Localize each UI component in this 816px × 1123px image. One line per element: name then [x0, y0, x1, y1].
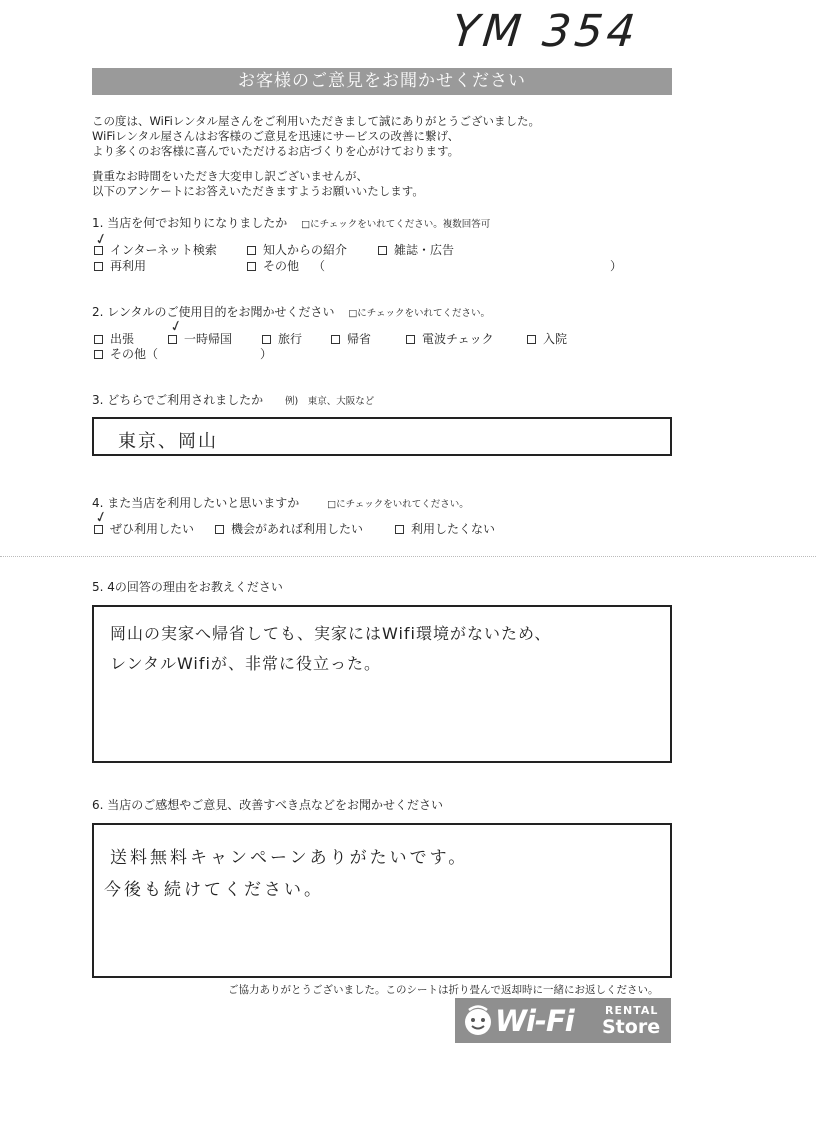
survey-title: お客様のご意見をお聞かせください	[92, 68, 672, 95]
question-4-note: □にチェックをいれてください。	[327, 499, 469, 510]
check-mark-icon: ✓	[92, 228, 110, 250]
q2-option-label: 出張	[110, 332, 135, 346]
q1-option-label: 雑誌・広告	[394, 243, 455, 257]
q4-option-label: 利用したくない	[411, 522, 496, 536]
checkbox-icon[interactable]	[247, 262, 256, 271]
q5-answer-box[interactable]	[92, 605, 672, 763]
question-2-text: 2. レンタルのご使用目的をお聞かせください	[92, 305, 335, 319]
logo-rental-text: RENTAL	[605, 1004, 659, 1017]
logo-wifi-text: Wi-Fi	[495, 1004, 574, 1038]
q2-option-label: 帰省	[347, 332, 372, 346]
checkbox-icon[interactable]	[331, 335, 340, 344]
checkbox-icon[interactable]	[168, 335, 177, 344]
q2-option-label: 一時帰国	[184, 332, 233, 346]
q1-other-paren-close: ）	[610, 259, 623, 273]
q2-option-label: 入院	[543, 332, 568, 346]
checkbox-icon[interactable]	[215, 525, 224, 534]
question-2-note: □にチェックをいれてください。	[348, 308, 491, 319]
checkbox-icon[interactable]	[395, 525, 404, 534]
question-2-title	[92, 303, 490, 320]
q4-option-label: ぜひ利用したい	[110, 522, 195, 536]
q2-other-paren-close: ）	[260, 347, 273, 361]
question-4-title	[92, 494, 469, 511]
question-3-title	[92, 391, 374, 408]
question-3-text: 3. どちらでご利用されましたか	[92, 393, 264, 407]
q6-answer-box[interactable]	[92, 823, 672, 978]
q1-option-label: 再利用	[110, 259, 147, 273]
q1-option-other[interactable]	[247, 257, 325, 274]
logo-store-text: Store	[602, 1016, 661, 1038]
check-mark-icon: ✓	[167, 315, 185, 337]
q1-other-paren-open: （	[313, 259, 326, 273]
checkbox-icon[interactable]	[378, 246, 387, 255]
question-4-text: 4. また当店を利用したいと思いますか	[92, 496, 300, 510]
q1-option-internet[interactable]	[94, 241, 217, 258]
q2-other-paren-open: （	[146, 347, 159, 361]
intro-line-2: WiFiレンタル屋さんはお客様のご意見を迅速にサービスの改善に繋げ、	[92, 129, 460, 143]
question-1-text: 1. 当店を何でお知りになりましたか	[92, 216, 288, 230]
intro-line-5: 以下のアンケートにお答えいただきますようお願いいたします。	[92, 184, 424, 198]
q5-answer-line-1: 岡山の実家へ帰省しても、実家にはWifi環境がないため、	[110, 624, 552, 643]
question-5-title: 5. 4の回答の理由をお教えください	[92, 580, 283, 594]
checkbox-icon[interactable]	[406, 335, 415, 344]
question-1-title	[92, 214, 490, 231]
q1-option-referral[interactable]	[247, 241, 347, 258]
checkbox-icon[interactable]	[262, 335, 271, 344]
q4-option-no[interactable]	[395, 520, 495, 537]
q1-option-label: インターネット検索	[110, 243, 217, 257]
q2-option-label: その他	[110, 347, 147, 361]
checkbox-icon[interactable]	[247, 246, 256, 255]
intro-line-3: より多くのお客様に喜んでいただけるお店づくりを心がけております。	[92, 144, 460, 158]
q1-option-label: 知人からの紹介	[263, 243, 348, 257]
question-6-title: 6. 当店のご感想やご意見、改善すべき点などをお聞かせください	[92, 798, 444, 812]
question-1-note: □にチェックをいれてください。複数回答可	[301, 219, 491, 230]
q2-option-label: 旅行	[278, 332, 303, 346]
intro-line-1: この度は、WiFiレンタル屋さんをご利用いただきまして誠にありがとうございました。	[92, 114, 541, 128]
q6-answer-line-2: 今後も続けてください。	[104, 880, 324, 900]
check-mark-icon: ✓	[92, 506, 110, 528]
checkbox-icon[interactable]	[94, 350, 103, 359]
q2-option-signal-check[interactable]	[406, 330, 494, 347]
document-code: YM 354	[449, 6, 642, 57]
q2-option-other[interactable]	[94, 345, 158, 362]
checkbox-icon[interactable]	[94, 335, 103, 344]
q1-option-label: その他	[263, 259, 300, 273]
checkbox-icon[interactable]	[94, 262, 103, 271]
question-3-example: 例) 東京、大阪など	[284, 396, 375, 407]
q4-option-maybe[interactable]	[215, 520, 363, 537]
fold-line	[0, 556, 816, 557]
q2-option-hospital[interactable]	[527, 330, 567, 347]
checkbox-icon[interactable]	[527, 335, 536, 344]
q1-option-magazine[interactable]	[378, 241, 454, 258]
footer-note: ご協力ありがとうございました。このシートは折り畳んで返却時に一緒にお返しください。	[228, 984, 659, 996]
q6-answer-line-1: 送料無料キャンペーンありがたいです。	[110, 848, 469, 868]
q2-option-label: 電波チェック	[422, 332, 494, 346]
q5-answer-line-2: レンタルWifiが、非常に役立った。	[110, 654, 381, 673]
q1-option-reuse[interactable]	[94, 257, 146, 274]
q4-option-label: 機会があれば利用したい	[231, 522, 364, 536]
q3-answer: 東京、岡山	[118, 431, 218, 452]
wifi-rental-store-logo	[455, 998, 671, 1043]
q3-answer-box[interactable]	[92, 417, 672, 456]
q2-option-visit-home[interactable]	[331, 330, 371, 347]
intro-line-4: 貴重なお時間をいただき大変申し訳ございませんが、	[92, 169, 368, 183]
mascot-icon	[461, 1003, 495, 1037]
